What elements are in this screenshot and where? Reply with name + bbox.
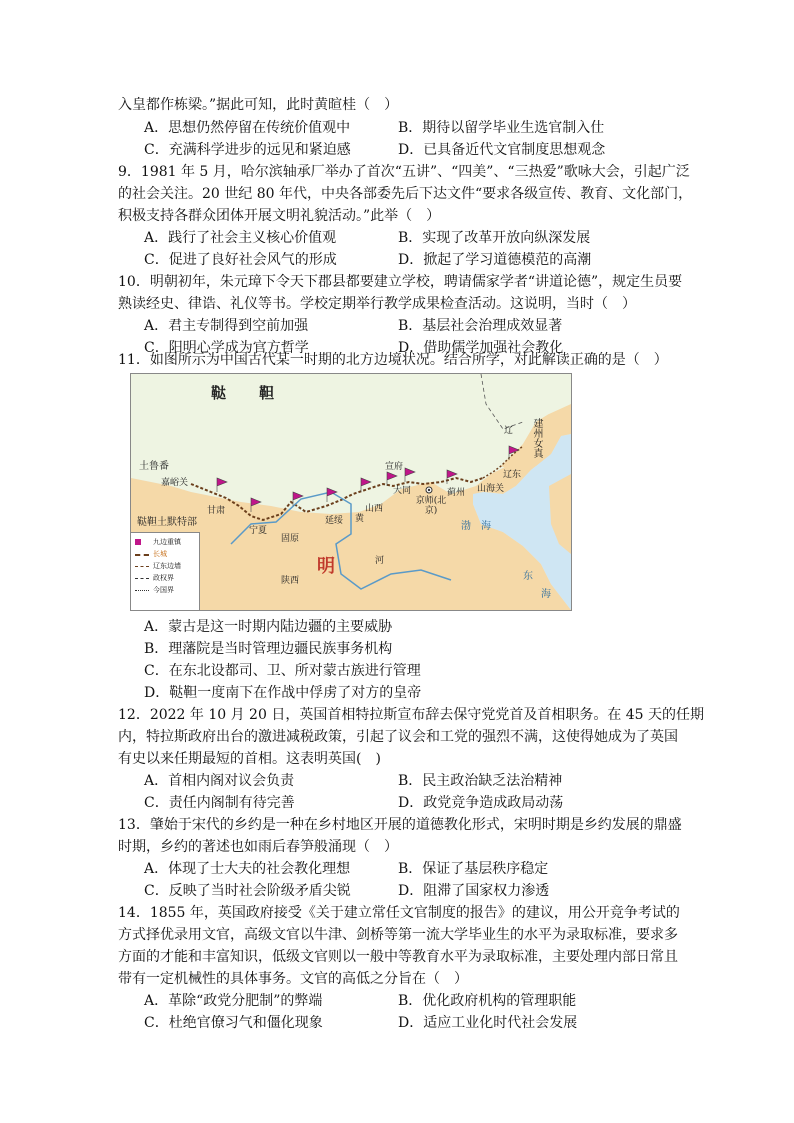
q13-option-a: A．体现了士大夫的社会教化理想: [144, 861, 351, 877]
q14-option-c: C．杜绝官僚习气和僵化现象: [144, 1015, 323, 1031]
q13-stem-2: 时期，乡约的著述也如雨后春笋般涌现（ ）: [118, 839, 398, 855]
label-shanhaiguan: 山海关: [477, 484, 505, 494]
q12-option-a: A．首相内阁对议会负责: [144, 773, 295, 789]
q9-stem-3: 积极支持各群众团体开展文明礼貌活动。”此举（ ）: [118, 208, 441, 224]
q9-option-b: B．实现了改革开放向纵深发展: [398, 230, 591, 246]
legend-item-liaodong-wall: 辽东边墙: [153, 562, 181, 570]
q11-stem: 11．如图所示为中国古代某一时期的北方边境状况。结合所学，对此解读正确的是（ ）: [118, 352, 668, 368]
q8-option-d: D．已具备近代文官制度思想观念: [398, 142, 606, 158]
map-legend: [131, 532, 200, 611]
label-ningxia: 宁夏: [249, 526, 268, 536]
label-dada-tumote: 鞑靼土默特部: [137, 517, 197, 528]
q13-option-d: D．阻滞了国家权力渗透: [398, 883, 550, 899]
label-shanxi: 山西: [365, 504, 384, 514]
q13-option-c: C．反映了当时社会阶级矛盾尖锐: [144, 883, 351, 899]
label-jiayuguan: 嘉峪关: [161, 478, 189, 488]
label-ming: 明: [317, 556, 335, 577]
q10-stem-2: 熟读经史、律诰、礼仪等书。学校定期举行教学成果检查活动。这说明，当时（ ）: [118, 296, 636, 312]
q11-option-d: D．鞑靼一度南下在作战中俘虏了对方的皇帝: [144, 685, 422, 701]
label-he: 河: [375, 556, 385, 566]
legend-item-modern-border: 今国界: [153, 586, 174, 594]
legend-flag-symbol: [135, 539, 141, 545]
legend-regime-border-symbol: [135, 576, 149, 579]
legend-modern-border-symbol: [135, 588, 149, 591]
legend-item-garrison: 九边重镇: [153, 538, 181, 546]
q9-stem-1: 9．1981 年 5 月，哈尔滨轴承厂举办了首次“五讲”、“四美”、“三热爱”歌咏大会，引起广泛: [118, 164, 690, 180]
label-dong: 东: [523, 571, 533, 582]
q11-option-c: C．在东北设都司、卫、所对蒙古族进行管理: [144, 663, 421, 679]
q11-option-b: B．理藩院是当时管理边疆民族事务机构: [144, 641, 393, 657]
q14-stem-3: 方面的才能和丰富知识，低级文官则以一般中等教育水平为录取标准，主要处理内部日常且: [118, 949, 678, 965]
q14-stem-4: 带有一定机械性的具体事务。文官的高低之分旨在（ ）: [118, 971, 468, 987]
label-huang: 黄: [355, 514, 365, 524]
q10-option-c: C．阳明心学成为官方哲学: [144, 340, 309, 356]
q12-option-b: B．民主政治缺乏法治精神: [398, 773, 563, 789]
q10-option-b: B．基层社会治理成效显著: [398, 318, 563, 334]
label-dada: 鞑 靼: [211, 384, 276, 402]
q12-option-d: D．政党竞争造成政局动荡: [398, 795, 564, 811]
q9-option-a: A．践行了社会主义核心价值观: [144, 230, 337, 246]
label-liaodong: 辽东: [503, 470, 522, 480]
q8-stem-end: 入皇都作栋梁。”据此可知，此时黄暄桂（ ）: [118, 97, 399, 113]
label-shaanxi: 陕西: [281, 576, 300, 586]
q10-option-d: D．借助儒学加强社会教化: [398, 340, 564, 356]
q12-stem-3: 有史以来任期最短的首相。这表明英国( ): [118, 751, 381, 767]
q13-option-b: B．保证了基层秩序稳定: [398, 861, 549, 877]
legend-wall-symbol: [135, 552, 149, 556]
label-guyuan: 固原: [281, 534, 300, 544]
q12-option-c: C．责任内阁制有待完善: [144, 795, 295, 811]
label-jianzhou: 建州女真: [531, 418, 542, 458]
legend-liaodong-wall-symbol: [135, 564, 149, 567]
label-yansui: 延绥: [325, 516, 344, 526]
q10-stem-1: 10．明朝初年，朱元璋下令天下郡县都要建立学校，聘请儒家学者“讲道论德”，规定生员要: [118, 274, 683, 290]
ming-northern-border-map: [130, 373, 572, 611]
q14-option-a: A．革除“政党分肥制”的弊端: [144, 993, 323, 1009]
legend-item-regime-border: 政权界: [153, 574, 174, 582]
q12-stem-2: 内，特拉斯政府出台的激进减税政策，引起了议会和工党的强烈不满，这使得她成为了英国: [118, 729, 678, 745]
q11-option-a: A．蒙古是这一时期内陆边疆的主要威胁: [144, 619, 393, 635]
legend-item-wall: 长城: [153, 550, 167, 558]
label-liao: 辽: [504, 426, 514, 436]
label-hai: 海: [541, 589, 551, 600]
label-xuanfu: 宣府: [385, 462, 404, 472]
q9-option-c: C．促进了良好社会风气的形成: [144, 252, 337, 268]
q12-stem-1: 12．2022 年 10 月 20 日，英国首相特拉斯宣布辞去保守党党首及首相职务。在 45 天的任期: [118, 707, 705, 723]
q8-option-b: B．期待以留学毕业生选官制入仕: [398, 120, 605, 136]
q13-stem-1: 13．肇始于宋代的乡约是一种在乡村地区开展的道德教化形式，宋明时期是乡约发展的鼎盛: [118, 817, 682, 833]
q8-option-a: A．思想仍然停留在传统价值观中: [144, 120, 351, 136]
label-datong: 大同: [393, 486, 412, 496]
q14-stem-1: 14．1855 年，英国政府接受《关于建立常任文官制度的报告》的建议，用公开竞争考试的: [118, 905, 680, 921]
q14-stem-2: 方式择优录用文官，高级文官以牛津、剑桥等第一流大学毕业生的水平为录取标准，要求多: [118, 927, 678, 943]
q10-option-a: A．君主专制得到空前加强: [144, 318, 309, 334]
label-bohai: 渤 海: [461, 521, 491, 532]
label-gansu: 甘肃: [207, 506, 226, 516]
q8-option-c: C．充满科学进步的远见和紧迫感: [144, 142, 351, 158]
label-tufan: 土鲁番: [139, 461, 169, 472]
q14-option-b: B．优化政府机构的管理职能: [398, 993, 577, 1009]
q9-stem-2: 的社会关注。20 世纪 80 年代，中央各部委先后下达文件“要求各级宣传、教育、文化部门，: [118, 186, 693, 202]
label-jingshi: 京师(北京): [415, 496, 447, 516]
q9-option-d: D．掀起了学习道德模范的高潮: [398, 252, 592, 268]
label-jizhou: 蓟州: [447, 488, 466, 498]
q14-option-d: D．适应工业化时代社会发展: [398, 1015, 578, 1031]
